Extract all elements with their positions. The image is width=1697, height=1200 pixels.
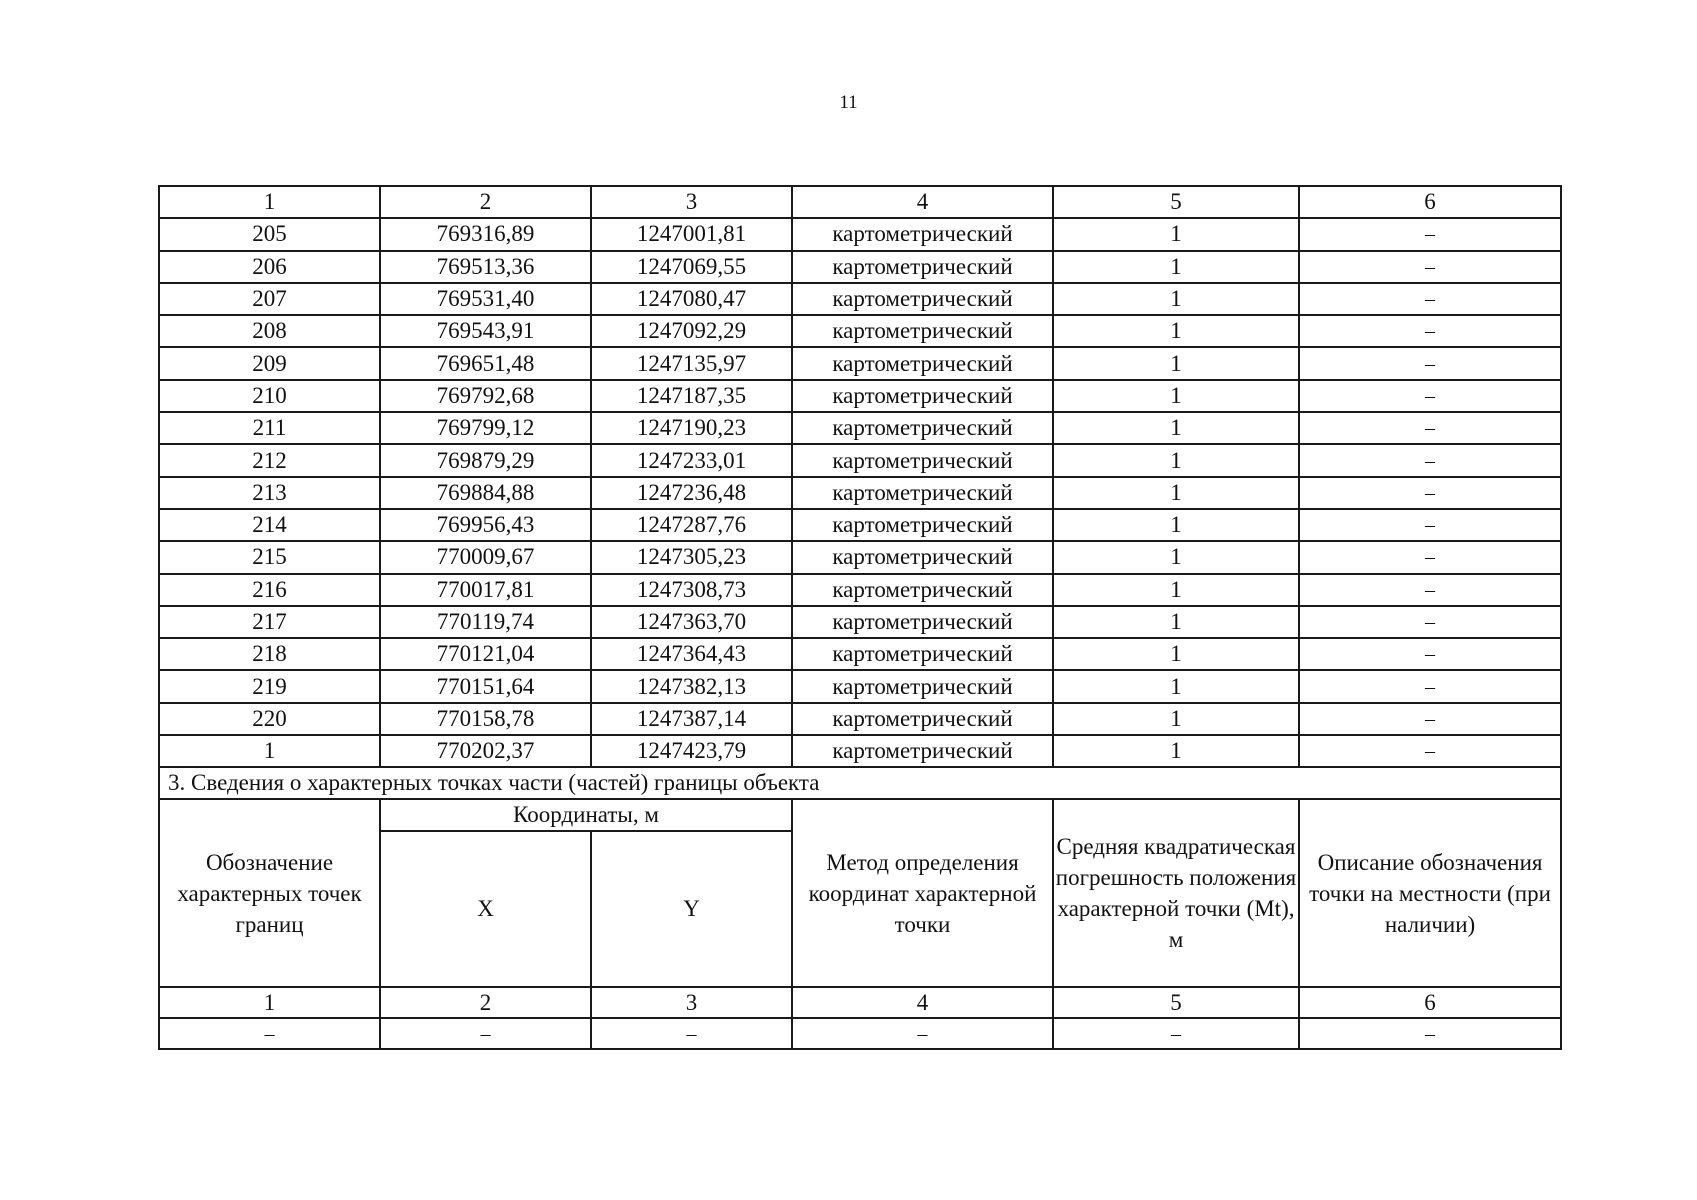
- method-cell: картометрический: [792, 509, 1053, 541]
- column-number: 4: [792, 987, 1053, 1018]
- method-cell: картометрический: [792, 347, 1053, 379]
- point-id-cell: 216: [159, 574, 380, 606]
- description-cell: –: [1299, 670, 1561, 702]
- table-row: [159, 315, 1561, 347]
- header-y: Y: [591, 831, 792, 987]
- description-cell: –: [1299, 703, 1561, 735]
- table-row: [159, 251, 1561, 283]
- method-cell: картометрический: [792, 574, 1053, 606]
- column-number: 6: [1299, 987, 1561, 1018]
- coord-y-cell: 1247363,70: [591, 606, 792, 638]
- description-cell: –: [1299, 606, 1561, 638]
- header-designation: Обозначение характерных точек границ: [159, 799, 380, 987]
- coord-x-cell: 769513,36: [380, 251, 591, 283]
- error-cell: 1: [1053, 380, 1299, 412]
- error-cell: 1: [1053, 574, 1299, 606]
- column-number: 2: [380, 186, 591, 218]
- error-cell: 1: [1053, 251, 1299, 283]
- coord-x-cell: 769531,40: [380, 283, 591, 315]
- table-row: [159, 509, 1561, 541]
- description-cell: –: [1299, 477, 1561, 509]
- table-row: [159, 444, 1561, 476]
- coord-y-cell: 1247423,79: [591, 735, 792, 767]
- coord-x-cell: 769651,48: [380, 347, 591, 379]
- coord-y-cell: 1247092,29: [591, 315, 792, 347]
- error-cell: 1: [1053, 477, 1299, 509]
- point-id-cell: 206: [159, 251, 380, 283]
- description-cell: –: [1299, 509, 1561, 541]
- method-cell: картометрический: [792, 412, 1053, 444]
- error-cell: 1: [1053, 218, 1299, 250]
- method-cell: картометрический: [792, 477, 1053, 509]
- description-cell: –: [1299, 283, 1561, 315]
- coord-y-cell: 1247382,13: [591, 670, 792, 702]
- point-id-cell: 213: [159, 477, 380, 509]
- points-table: [158, 185, 1562, 768]
- coord-x-cell: 770202,37: [380, 735, 591, 767]
- point-id-cell: 1: [159, 735, 380, 767]
- method-cell: картометрический: [792, 283, 1053, 315]
- coord-x-cell: 769956,43: [380, 509, 591, 541]
- point-id-cell: 212: [159, 444, 380, 476]
- table-row: [159, 735, 1561, 767]
- table-row: [159, 347, 1561, 379]
- parts-table: [158, 766, 1562, 1050]
- empty-cell: –: [591, 1018, 792, 1049]
- column-number: 5: [1053, 186, 1299, 218]
- table-row: [159, 283, 1561, 315]
- coord-y-cell: 1247001,81: [591, 218, 792, 250]
- method-cell: картометрический: [792, 251, 1053, 283]
- column-number-row: [159, 186, 1561, 218]
- coord-x-cell: 769316,89: [380, 218, 591, 250]
- point-id-cell: 209: [159, 347, 380, 379]
- description-cell: –: [1299, 380, 1561, 412]
- table-row: [159, 477, 1561, 509]
- section-title: 3. Сведения о характерных точках части (частей) границы объекта: [159, 767, 1561, 799]
- coord-x-cell: 769792,68: [380, 380, 591, 412]
- table-row: [159, 606, 1561, 638]
- coord-x-cell: 770121,04: [380, 638, 591, 670]
- coord-x-cell: 769884,88: [380, 477, 591, 509]
- error-cell: 1: [1053, 283, 1299, 315]
- method-cell: картометрический: [792, 670, 1053, 702]
- column-number: 3: [591, 186, 792, 218]
- coord-y-cell: 1247187,35: [591, 380, 792, 412]
- error-cell: 1: [1053, 315, 1299, 347]
- header-error: Средняя квадратическая погрешность положения характерной точки (Mt), м: [1053, 799, 1299, 987]
- description-cell: –: [1299, 347, 1561, 379]
- table-row: [159, 670, 1561, 702]
- description-cell: –: [1299, 251, 1561, 283]
- table-row: [159, 541, 1561, 573]
- method-cell: картометрический: [792, 541, 1053, 573]
- method-cell: картометрический: [792, 638, 1053, 670]
- point-id-cell: 219: [159, 670, 380, 702]
- table-row: [159, 412, 1561, 444]
- method-cell: картометрический: [792, 218, 1053, 250]
- column-number: 3: [591, 987, 792, 1018]
- header-method: Метод определения координат характерной точки: [792, 799, 1053, 987]
- table-row: [159, 638, 1561, 670]
- point-id-cell: 207: [159, 283, 380, 315]
- column-number: 2: [380, 987, 591, 1018]
- error-cell: 1: [1053, 735, 1299, 767]
- method-cell: картометрический: [792, 444, 1053, 476]
- column-number: 1: [159, 987, 380, 1018]
- coord-x-cell: 770158,78: [380, 703, 591, 735]
- description-cell: –: [1299, 315, 1561, 347]
- description-cell: –: [1299, 574, 1561, 606]
- empty-cell: –: [1053, 1018, 1299, 1049]
- error-cell: 1: [1053, 541, 1299, 573]
- table-row: [159, 703, 1561, 735]
- coord-y-cell: 1247305,23: [591, 541, 792, 573]
- table-row: [159, 218, 1561, 250]
- coord-x-cell: 770009,67: [380, 541, 591, 573]
- point-id-cell: 217: [159, 606, 380, 638]
- point-id-cell: 218: [159, 638, 380, 670]
- coord-y-cell: 1247190,23: [591, 412, 792, 444]
- coord-y-cell: 1247236,48: [591, 477, 792, 509]
- point-id-cell: 214: [159, 509, 380, 541]
- description-cell: –: [1299, 541, 1561, 573]
- table-row: [159, 380, 1561, 412]
- page-number: 11: [839, 92, 858, 113]
- coord-x-cell: 769879,29: [380, 444, 591, 476]
- coord-x-cell: 769799,12: [380, 412, 591, 444]
- method-cell: картометрический: [792, 703, 1053, 735]
- coord-y-cell: 1247308,73: [591, 574, 792, 606]
- point-id-cell: 211: [159, 412, 380, 444]
- header-x: X: [380, 831, 591, 987]
- method-cell: картометрический: [792, 735, 1053, 767]
- coord-x-cell: 770119,74: [380, 606, 591, 638]
- point-id-cell: 208: [159, 315, 380, 347]
- error-cell: 1: [1053, 509, 1299, 541]
- points-table-body: [159, 186, 1561, 767]
- error-cell: 1: [1053, 638, 1299, 670]
- description-cell: –: [1299, 412, 1561, 444]
- point-id-cell: 220: [159, 703, 380, 735]
- empty-cell: –: [380, 1018, 591, 1049]
- empty-cell: –: [792, 1018, 1053, 1049]
- coord-x-cell: 769543,91: [380, 315, 591, 347]
- description-cell: –: [1299, 638, 1561, 670]
- error-cell: 1: [1053, 670, 1299, 702]
- column-number: 1: [159, 186, 380, 218]
- point-id-cell: 210: [159, 380, 380, 412]
- description-cell: –: [1299, 444, 1561, 476]
- header-description: Описание обозначения точки на местности (при наличии): [1299, 799, 1561, 987]
- table-row: [159, 574, 1561, 606]
- error-cell: 1: [1053, 444, 1299, 476]
- error-cell: 1: [1053, 703, 1299, 735]
- coord-y-cell: 1247364,43: [591, 638, 792, 670]
- empty-cell: –: [1299, 1018, 1561, 1049]
- coord-y-cell: 1247069,55: [591, 251, 792, 283]
- description-cell: –: [1299, 735, 1561, 767]
- point-id-cell: 215: [159, 541, 380, 573]
- error-cell: 1: [1053, 412, 1299, 444]
- coord-y-cell: 1247287,76: [591, 509, 792, 541]
- error-cell: 1: [1053, 606, 1299, 638]
- coord-y-cell: 1247135,97: [591, 347, 792, 379]
- column-number: 5: [1053, 987, 1299, 1018]
- empty-cell: –: [159, 1018, 380, 1049]
- coord-y-cell: 1247233,01: [591, 444, 792, 476]
- error-cell: 1: [1053, 347, 1299, 379]
- header-coordinates: Координаты, м: [380, 799, 792, 831]
- description-cell: –: [1299, 218, 1561, 250]
- point-id-cell: 205: [159, 218, 380, 250]
- column-number: 6: [1299, 186, 1561, 218]
- coord-y-cell: 1247387,14: [591, 703, 792, 735]
- coord-y-cell: 1247080,47: [591, 283, 792, 315]
- method-cell: картометрический: [792, 315, 1053, 347]
- method-cell: картометрический: [792, 380, 1053, 412]
- coord-x-cell: 770151,64: [380, 670, 591, 702]
- method-cell: картометрический: [792, 606, 1053, 638]
- column-number: 4: [792, 186, 1053, 218]
- coord-x-cell: 770017,81: [380, 574, 591, 606]
